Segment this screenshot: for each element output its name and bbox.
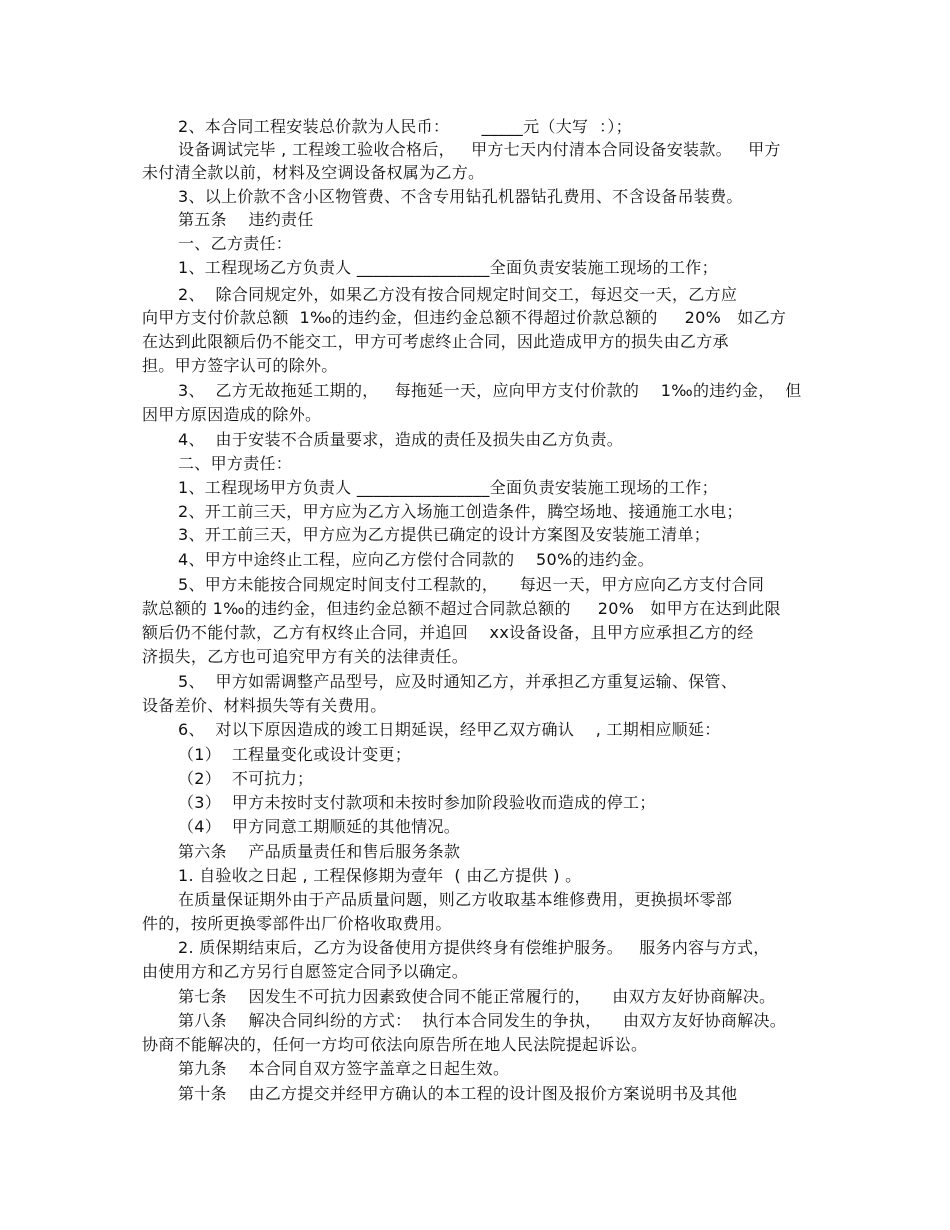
section-heading: 第六条 产品质量责任和售后服务条款 <box>178 842 461 861</box>
text-line: 设备差价、材料损失等有关费用。 <box>142 696 387 715</box>
text-line: 件的，按所更换零部件出厂价格收取费用。 <box>142 914 452 933</box>
text-line: 在达到此限额后仍不能交工，甲方可考虑终止合同，因此造成甲方的损失由乙方承 <box>142 332 729 351</box>
text-line: 1、工程现场乙方负责人 ________________全面负责安装施工现场的工作； <box>178 258 718 277</box>
text-line: 5、甲方未能按合同规定时间支付工程款的， 每迟一天，甲方应向乙方支付合同 <box>178 575 765 594</box>
subsection-heading: 一、乙方责任： <box>178 234 293 253</box>
text-line: 因甲方原因造成的除外。 <box>142 405 322 424</box>
text-line: 1. 自验收之日起 , 工程保修期为壹年 ( 由乙方提供 ) 。 <box>178 866 582 885</box>
section-clause: 第八条 解决合同纠纷的方式： 执行本合同发生的争执， 由双方友好协商解决。 <box>178 1011 787 1030</box>
text-line: 款总额的 1‰的违约金，但违约金总额不超过合同款总额的 20% 如甲方在达到此限 <box>142 599 781 618</box>
section-clause: 第七条 因发生不可抗力因素致使合同不能正常履行的， 由双方友好协商解决。 <box>178 987 776 1006</box>
text-line: 在质量保证期外由于产品质量问题，则乙方收取基本维修费用，更换损坏零部 <box>178 890 733 909</box>
list-item: （4） 甲方同意工期顺延的其他情况。 <box>178 817 461 836</box>
text-line: 协商不能解决的，任何一方均可依法向原告所在地人民法院提起诉讼。 <box>142 1035 648 1054</box>
section-clause: 第九条 本合同自双方签字盖章之日起生效。 <box>178 1059 510 1078</box>
text-line: 3、以上价款不含小区物管费、不含专用钻孔机器钻孔费用、不含设备吊装费。 <box>178 187 743 206</box>
subsection-heading: 二、甲方责任： <box>178 454 293 473</box>
text-line: 向甲方支付价款总额 1‰的违约金，但违约金总额不得超过价款总额的 20% 如乙方 <box>142 308 787 327</box>
text-line: 由使用方和乙方另行自愿签定合同予以确定。 <box>142 962 469 981</box>
text-line: 4、甲方中途终止工程，应向乙方偿付合同款的 50%的违约金。 <box>178 550 654 569</box>
text-line: 2、开工前三天，甲方应为乙方入场施工创造条件，腾空场地、接通施工水电； <box>178 502 743 521</box>
list-item: （2） 不可抗力； <box>178 769 314 788</box>
text-line: 4、 由于安装不合质量要求，造成的责任及损失由乙方负责。 <box>178 430 624 449</box>
text-line: 设备调试完毕 , 工程竣工验收合格后， 甲方七天内付清本合同设备安装款。 甲方 <box>178 140 781 159</box>
section-clause: 第十条 由乙方提交并经甲方确认的本工程的设计图及报价方案说明书及其他 <box>178 1084 738 1103</box>
text-line: 2. 质保期结束后，乙方为设备使用方提供终身有偿维护服务。 服务内容与方式， <box>178 938 770 957</box>
list-item: （3） 甲方未按时支付款项和未按时参加阶段验收而造成的停工； <box>178 793 656 812</box>
text-line: 1、工程现场甲方负责人 ________________全面负责安装施工现场的工作； <box>178 478 718 497</box>
text-line: 6、 对以下原因造成的竣工日期延误，经甲乙双方确认 , 工期相应顺延： <box>178 720 721 739</box>
text-line: 5、 甲方如需调整产品型号，应及时通知乙方，并承担乙方重复运输、保管、 <box>178 672 738 691</box>
text-line: 3、开工前三天，甲方应为乙方提供已确定的设计方案图及安装施工清单； <box>178 525 711 544</box>
text-line: 2、本合同工程安装总价款为人民币： _____元（大写 ：）； <box>178 117 632 136</box>
list-item: （1） 工程量变化或设计变更； <box>178 745 412 764</box>
text-line: 担。甲方签字认可的除外。 <box>142 356 338 375</box>
text-line: 3、 乙方无故拖延工期的， 每拖延一天，应向甲方支付价款的 1‰的违约金， 但 <box>178 381 802 400</box>
text-line: 济损失，乙方也可追究甲方有关的法律责任。 <box>142 647 469 666</box>
section-heading: 第五条 违约责任 <box>178 210 314 229</box>
text-line: 额后仍不能付款，乙方有权终止合同，并追回 xx设备设备，且甲方应承担乙方的经 <box>142 623 754 642</box>
text-line: 2、 除合同规定外，如果乙方没有按合同规定时间交工，每迟交一天，乙方应 <box>178 285 738 304</box>
text-line: 未付清全款以前，材料及空调设备权属为乙方。 <box>142 163 485 182</box>
